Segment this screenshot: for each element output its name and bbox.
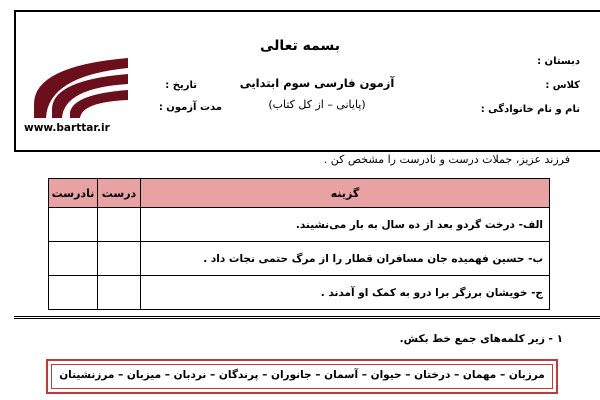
correct-cell[interactable] [98, 208, 141, 242]
table-row [49, 242, 550, 276]
correct-cell[interactable] [98, 276, 141, 310]
header-correct: درست [98, 179, 141, 208]
section-divider [14, 316, 600, 319]
question-1: ۱ - زیر کلمه‌های جمع خط بکش. [399, 333, 563, 345]
correct-cell[interactable] [98, 242, 141, 276]
date-label: تاریخ : [165, 80, 197, 91]
table-row [49, 208, 550, 242]
page-title: بسمه تعالی [259, 38, 341, 54]
incorrect-cell[interactable] [49, 208, 98, 242]
incorrect-cell[interactable] [49, 276, 98, 310]
incorrect-cell[interactable] [49, 242, 98, 276]
logo-url: www.barttar.ir [24, 122, 110, 134]
logo-icon [28, 46, 138, 126]
word-list: مرزبان – مهمان – درختان – حیوان – آسمان – جانوران – پرندگان – نردبان – میزبان – مرزنشینان [59, 369, 545, 381]
exam-subtitle: (پایانی – از کل کتاب) [268, 98, 366, 111]
table-header-row [49, 179, 550, 208]
school-label: دبستان : [537, 56, 580, 67]
header-option: گزینه [141, 179, 550, 208]
option-text: الف- درخت گردو بعد از ده سال به بار می‌نشیند. [141, 208, 550, 242]
instruction-text: فرزند عزیز، جملات درست و نادرست را مشخص کن . [323, 153, 570, 166]
table-row [49, 276, 550, 310]
class-label: کلاس : [545, 80, 580, 91]
student-name-label: نام و نام خانوادگی : [480, 104, 580, 115]
header-incorrect: نادرست [49, 179, 98, 208]
option-text: ب- حسین فهمیده جان مسافران قطار را از مرگ حتمی نجات داد . [141, 242, 550, 276]
exam-title: آزمون فارسی سوم ابتدایی [239, 76, 395, 90]
true-false-table [48, 178, 550, 310]
duration-label: مدت آزمون : [158, 102, 222, 113]
option-text: ج- خویشان برزگر برا درو به کمک او آمدند . [141, 276, 550, 310]
